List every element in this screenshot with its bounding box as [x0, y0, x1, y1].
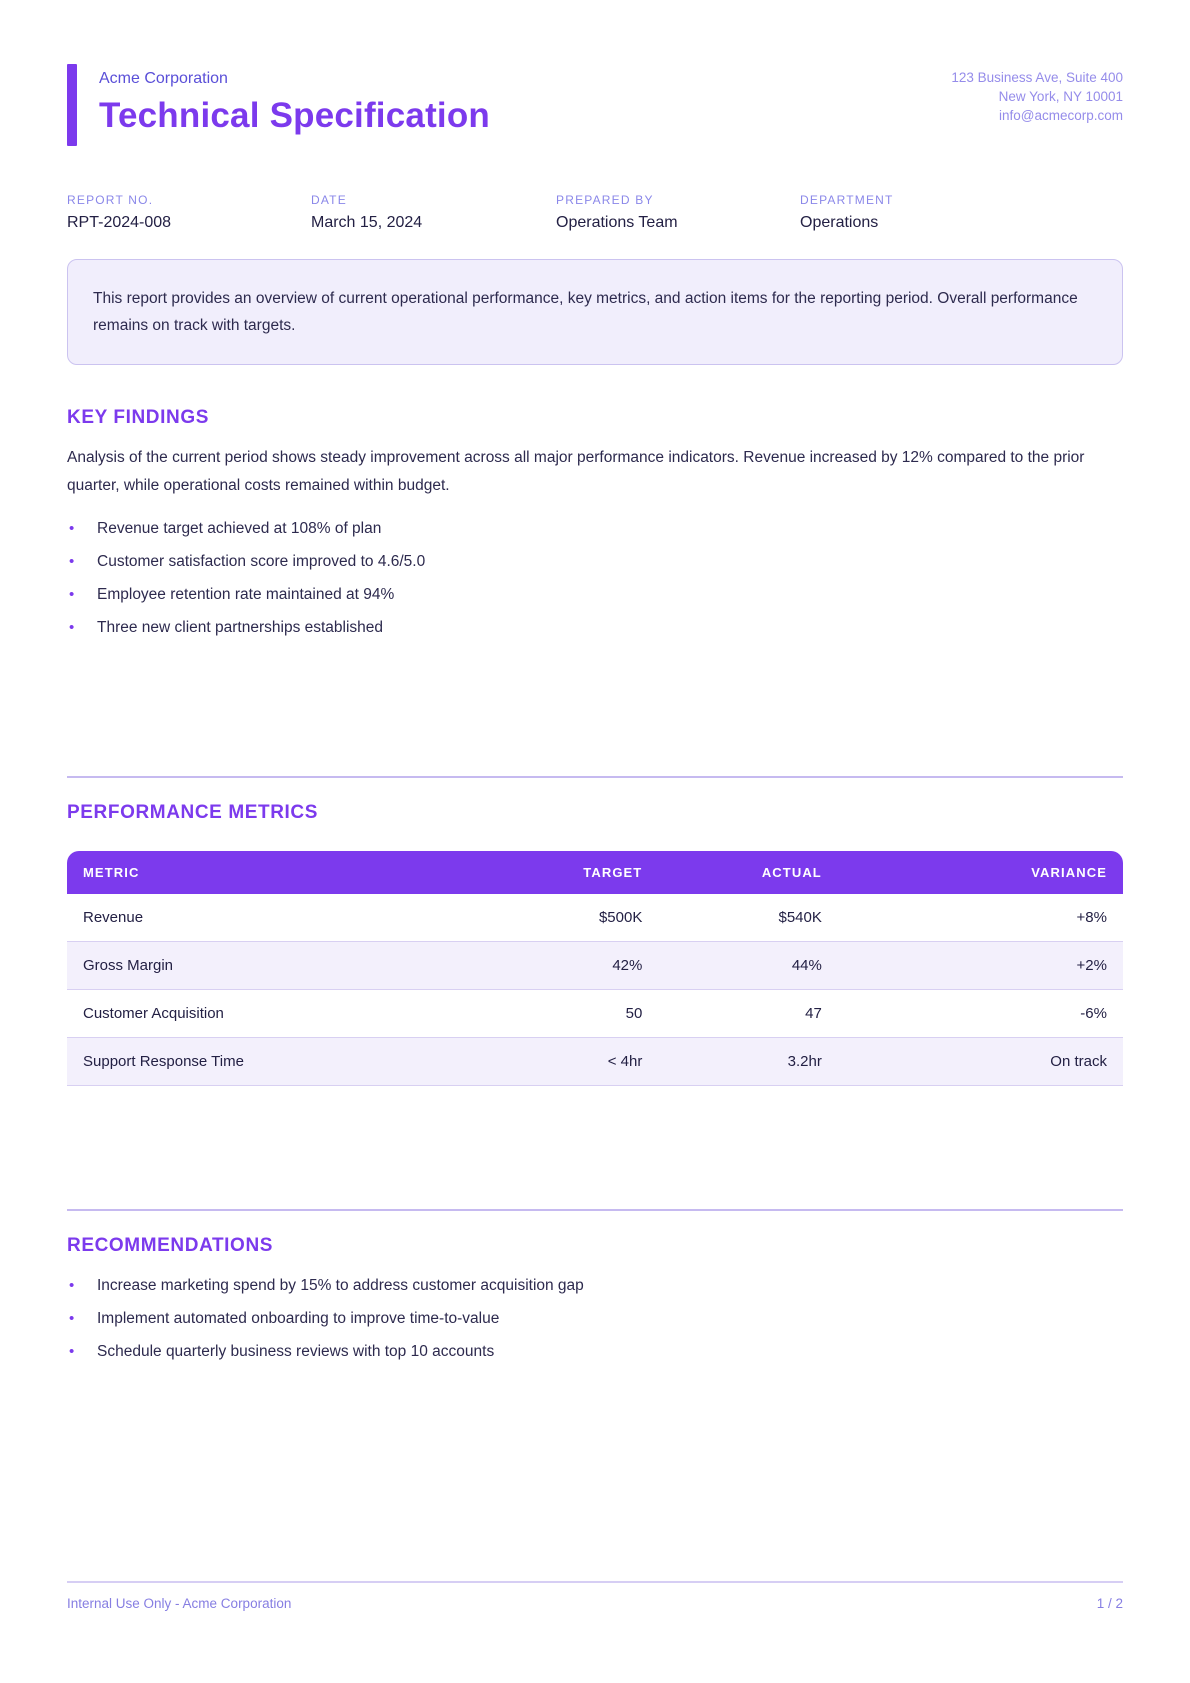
- list-item: [67, 1310, 1123, 1328]
- footer-page-number: 1 / 2: [1096, 1596, 1123, 1611]
- bullet-icon: •: [69, 1310, 75, 1327]
- list-item: [67, 553, 1123, 571]
- column-header: VARIANCE: [1031, 865, 1107, 880]
- address-line: 123 Business Ave, Suite 400: [951, 70, 1123, 85]
- metrics-table-header: [67, 851, 1123, 894]
- report-meta-row: [67, 193, 1123, 232]
- report-header: [67, 64, 1123, 146]
- table-cell-variance: On track: [1050, 1053, 1107, 1070]
- column-header: ACTUAL: [761, 865, 822, 880]
- meta-item: [67, 193, 311, 232]
- meta-label: DEPARTMENT: [800, 193, 894, 207]
- table-row: [67, 990, 1123, 1038]
- metrics-table: [67, 851, 1123, 1086]
- page-title: Technical Specification: [99, 96, 491, 135]
- table-cell-target: < 4hr: [607, 1053, 643, 1070]
- table-cell-target: 42%: [612, 957, 643, 974]
- list-item: [67, 520, 1123, 538]
- metrics-table-body: [67, 894, 1123, 1086]
- footer-classification: Internal Use Only - Acme Corporation: [67, 1596, 292, 1611]
- bullet-icon: •: [69, 586, 75, 603]
- list-item-text: Revenue target achieved at 108% of plan: [97, 520, 382, 537]
- meta-value: RPT-2024-008: [67, 214, 172, 231]
- table-cell-target: $500K: [598, 909, 643, 926]
- list-item: [67, 619, 1123, 637]
- address-line: info@acmecorp.com: [999, 108, 1123, 123]
- key-findings-paragraph: Analysis of the current period shows steady improvement across all major performance indicators. Revenue increased by 12% compared to the prior quarter, while operational costs remained within budget.: [67, 449, 1085, 494]
- meta-value: Operations Team: [556, 214, 678, 231]
- meta-label: DATE: [311, 193, 347, 207]
- list-item-text: Three new client partnerships established: [97, 619, 384, 636]
- section-divider: [67, 776, 1123, 778]
- column-header: METRIC: [83, 865, 140, 880]
- accent-bar: [67, 64, 77, 146]
- meta-label: PREPARED BY: [556, 193, 654, 207]
- summary-box: [67, 259, 1123, 365]
- bullet-icon: •: [69, 1343, 75, 1360]
- list-item-text: Employee retention rate maintained at 94%: [97, 586, 395, 603]
- table-cell-target: 50: [625, 1005, 643, 1022]
- table-cell-variance: -6%: [1080, 1005, 1107, 1022]
- bullet-icon: •: [69, 619, 75, 636]
- table-cell-variance: +8%: [1076, 909, 1107, 926]
- meta-item: [800, 193, 1123, 232]
- list-item-text: Implement automated onboarding to improve time-to-value: [97, 1310, 500, 1327]
- table-row: [67, 1038, 1123, 1086]
- column-header: TARGET: [583, 865, 643, 880]
- meta-label: REPORT NO.: [67, 193, 154, 207]
- meta-item: [556, 193, 800, 232]
- recommendations-list: [67, 1277, 1123, 1376]
- table-cell-actual: $540K: [778, 909, 822, 926]
- section-divider: [67, 1209, 1123, 1211]
- section-heading-performance-metrics: PERFORMANCE METRICS: [67, 802, 319, 823]
- summary-text: This report provides an overview of current operational performance, key metrics, and action items for the reporting period. Overall performance remains on track with targets.: [93, 290, 1078, 334]
- page-footer: [67, 1581, 1123, 1611]
- table-cell-metric: Gross Margin: [83, 957, 174, 974]
- meta-value: March 15, 2024: [311, 214, 423, 231]
- section-heading-recommendations: RECOMMENDATIONS: [67, 1235, 274, 1256]
- key-findings-list: [67, 520, 1123, 652]
- meta-item: [311, 193, 556, 232]
- table-row: [67, 894, 1123, 942]
- table-cell-variance: +2%: [1076, 957, 1107, 974]
- bullet-icon: •: [69, 520, 75, 537]
- list-item: [67, 586, 1123, 604]
- section-heading-key-findings: KEY FINDINGS: [67, 407, 209, 428]
- address-line: New York, NY 10001: [998, 89, 1123, 104]
- table-cell-metric: Revenue: [83, 909, 144, 926]
- table-cell-actual: 3.2hr: [787, 1053, 822, 1070]
- company-address: [951, 68, 1123, 146]
- table-cell-actual: 44%: [791, 957, 822, 974]
- list-item-text: Increase marketing spend by 15% to address customer acquisition gap: [97, 1277, 584, 1294]
- table-cell-metric: Customer Acquisition: [83, 1005, 224, 1022]
- list-item-text: Schedule quarterly business reviews with top 10 accounts: [97, 1343, 495, 1360]
- table-cell-actual: 47: [805, 1005, 822, 1022]
- list-item: [67, 1343, 1123, 1361]
- table-row: [67, 942, 1123, 990]
- meta-value: Operations: [800, 214, 879, 231]
- list-item-text: Customer satisfaction score improved to 4.6/5.0: [97, 553, 426, 570]
- table-cell-metric: Support Response Time: [83, 1053, 244, 1070]
- list-item: [67, 1277, 1123, 1295]
- company-name: Acme Corporation: [99, 70, 228, 87]
- bullet-icon: •: [69, 1277, 75, 1294]
- bullet-icon: •: [69, 553, 75, 570]
